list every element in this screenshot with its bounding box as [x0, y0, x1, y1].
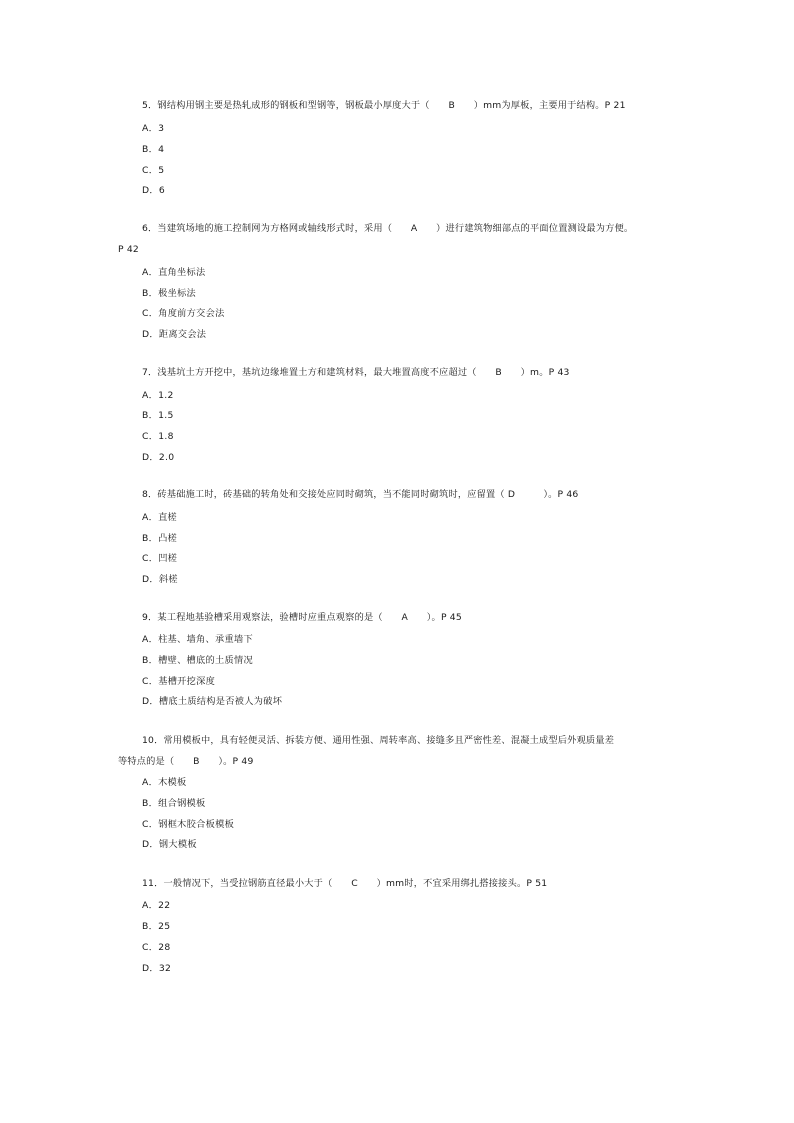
- option-b: B．4: [142, 144, 165, 155]
- option-c: C．28: [142, 942, 171, 953]
- option-c: C．钢框木胶合板模板: [142, 819, 235, 830]
- option-d: D．2.0: [142, 452, 175, 463]
- option-d: D．槽底土质结构是否被人为破坏: [142, 696, 283, 707]
- option-a: A．3: [142, 123, 165, 134]
- option-a: A．1.2: [142, 390, 174, 401]
- stem-line: 7．浅基坑土方开挖中，基坑边缘堆置土方和建筑材料，最大堆置高度不应超过（ B ）m。P 43: [142, 367, 570, 378]
- option-a: A．柱基、墙角、承重墙下: [142, 634, 253, 645]
- option-c: C．1.8: [142, 431, 174, 442]
- stem-line: P 42: [118, 244, 139, 255]
- question-stem: [118, 484, 688, 505]
- stem-line: 等特点的是（ B ）。P 49: [118, 756, 254, 767]
- question-stem: [118, 362, 688, 383]
- stem-line: 5．钢结构用钢主要是热轧成形的钢板和型钢等，钢板最小厚度大于（ B ）mm为厚板，主要用于结构。P 21: [142, 100, 626, 111]
- question-stem: [118, 607, 688, 628]
- option-b: B．25: [142, 921, 171, 932]
- question-stem: [118, 218, 688, 260]
- option-b: B．组合钢模板: [142, 798, 206, 809]
- stem-line: 9．某工程地基验槽采用观察法，验槽时应重点观察的是（ A ）。P 45: [142, 612, 462, 623]
- option-d: D．斜槎: [142, 574, 178, 585]
- option-b: B．1.5: [142, 410, 174, 421]
- option-a: A．直角坐标法: [142, 267, 206, 278]
- option-c: C．角度前方交会法: [142, 308, 225, 319]
- option-c: C．基槽开挖深度: [142, 676, 216, 687]
- option-a: A．22: [142, 900, 171, 911]
- option-a: A．木模板: [142, 777, 187, 788]
- question-stem: [118, 873, 688, 894]
- stem-line: 10．常用模板中，具有轻便灵活、拆装方便、通用性强、周转率高、接缝多且严密性差、混凝土成型后外观质量差: [142, 735, 615, 746]
- stem-line: 11．一般情况下，当受拉钢筋直径最小大于（ C ）mm时，不宜采用绑扎搭接接头。P 51: [142, 878, 548, 889]
- option-a: A．直槎: [142, 512, 178, 523]
- stem-line: 6．当建筑场地的施工控制网为方格网或轴线形式时，采用（ A ）进行建筑物细部点的平面位置测设最为方便。: [142, 223, 634, 234]
- option-b: B．槽壁、槽底的土质情况: [142, 655, 253, 666]
- question-stem: [118, 730, 688, 772]
- option-d: D．32: [142, 963, 172, 974]
- option-b: B．极坐标法: [142, 288, 197, 299]
- option-c: C．5: [142, 165, 165, 176]
- option-c: C．凹槎: [142, 553, 178, 564]
- option-d: D．6: [142, 185, 166, 196]
- option-d: D．距离交会法: [142, 329, 207, 340]
- stem-line: 8．砖基础施工时，砖基础的转角处和交接处应同时砌筑，当不能同时砌筑时，应留置（ D ）。P 46: [142, 489, 579, 500]
- option-b: B．凸槎: [142, 533, 178, 544]
- option-d: D．钢大模板: [142, 839, 197, 850]
- question-stem: [118, 95, 688, 116]
